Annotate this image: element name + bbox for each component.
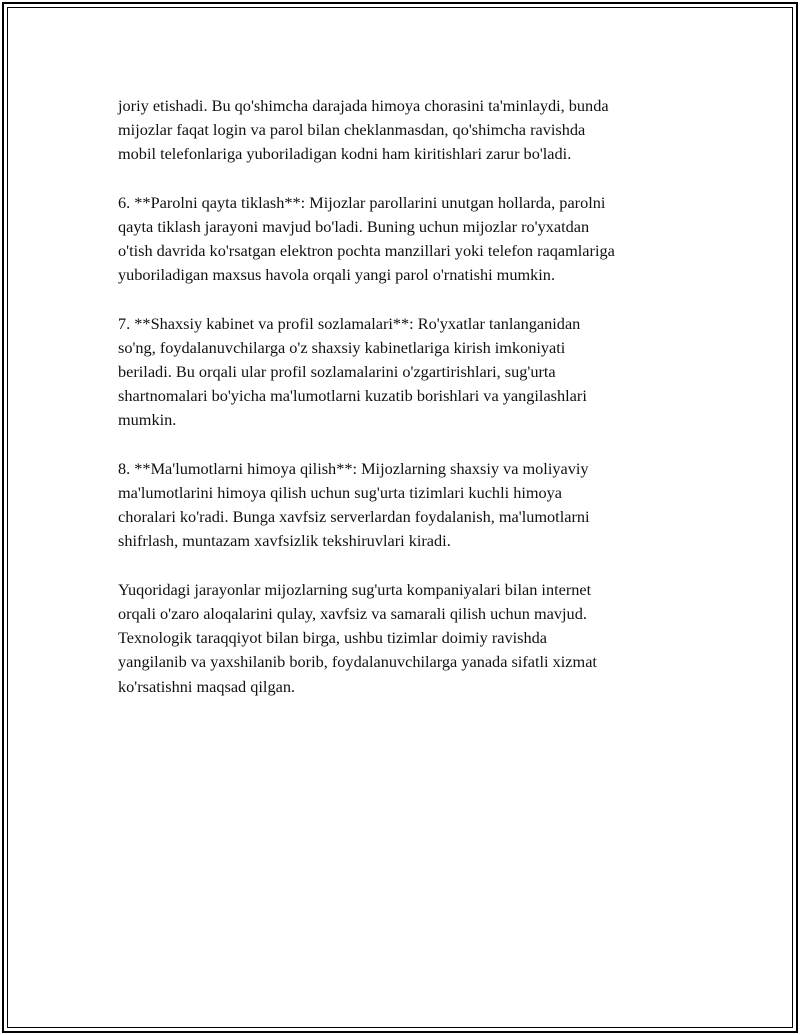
text-line: o'tish davrida ko'rsatgan elektron pochta manzillari yoki telefon raqamlariga: [118, 241, 615, 261]
text-line: so'ng, foydalanuvchilarga o'z shaxsiy kabinetlariga kirish imkoniyati: [118, 337, 566, 357]
text-line: mobil telefonlariga yuboriladigan kodni ham kiritishlari zarur bo'ladi.: [118, 144, 572, 164]
text-line: 7. **Shaxsiy kabinet va profil sozlamalari**: Ro'yxatlar tanlanganidan: [118, 313, 581, 333]
text-line: beriladi. Bu orqali ular profil sozlamalarini o'zgartirishlari, sug'urta: [118, 362, 556, 382]
paragraph-personal-cabinet: [118, 312, 698, 433]
paragraph-two-factor-continuation: [118, 94, 698, 167]
text-line: Texnologik taraqqiyot bilan birga, ushbu tizimlar doimiy ravishda: [118, 628, 548, 648]
text-line: yangilanib va yaxshilanib borib, foydalanuvchilarga yanada sifatli xizmat: [118, 652, 597, 672]
paragraph-password-recovery: [118, 191, 698, 288]
text-line: Yuqoridagi jarayonlar mijozlarning sug'urta kompaniyalari bilan internet: [118, 579, 592, 599]
text-line: choralari ko'radi. Bunga xavfsiz serverlardan foydalanish, ma'lumotlarni: [118, 507, 590, 527]
document-body: [118, 94, 698, 723]
text-line: ko'rsatishni maqsad qilgan.: [118, 676, 296, 696]
text-line: joriy etishadi. Bu qo'shimcha darajada himoya chorasini ta'minlaydi, bunda: [118, 96, 609, 115]
text-line: 8. **Ma'lumotlarni himoya qilish**: Mijozlarning shaxsiy va moliyaviy: [118, 458, 589, 478]
paragraph-conclusion: [118, 578, 698, 699]
text-line: mumkin.: [118, 410, 177, 430]
text-line: shartnomalari bo'yicha ma'lumotlarni kuzatib borishlari va yangilashlari: [118, 386, 587, 406]
text-line: 6. **Parolni qayta tiklash**: Mijozlar parollarini unutgan hollarda, parolni: [118, 192, 606, 212]
paragraph-data-protection: [118, 457, 698, 554]
text-line: qayta tiklash jarayoni mavjud bo'ladi. Buning uchun mijozlar ro'yxatdan: [118, 216, 590, 236]
text-line: ma'lumotlarini himoya qilish uchun sug'urta tizimlari kuchli himoya: [118, 483, 563, 502]
text-line: shifrlash, muntazam xavfsizlik tekshiruvlari kiradi.: [118, 531, 451, 551]
text-line: mijozlar faqat login va parol bilan cheklanmasdan, qo'shimcha ravishda: [118, 120, 586, 140]
text-line: yuboriladigan maxsus havola orqali yangi parol o'rnatishi mumkin.: [118, 265, 556, 285]
text-line: orqali o'zaro aloqalarini qulay, xavfsiz va samarali qilish uchun mavjud.: [118, 603, 587, 623]
